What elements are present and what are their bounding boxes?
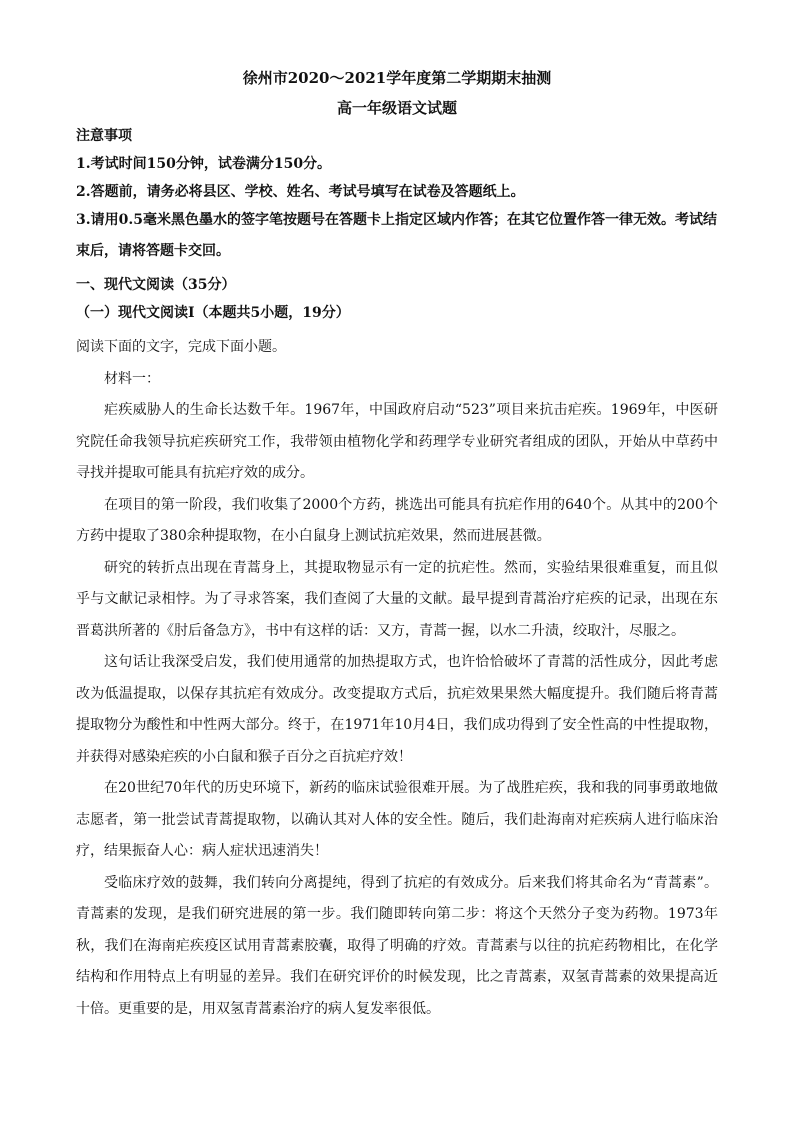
material-label: 材料一： (104, 370, 160, 387)
notes-heading: 注意事项 (76, 128, 132, 144)
exam-subtitle: 高一年级语文试题 (336, 99, 457, 117)
notes-block (76, 126, 718, 267)
passage-paragraph-2: 在项目的第一阶段，我们收集了2000个方药，挑选出可能具有抗疟作用的640个。从其中的200个方药中提取了380余种提取物，在小白鼠身上测试抗疟效果，然而进展甚微。 (76, 496, 718, 544)
passage-paragraph-3: 研究的转折点出现在青蒿身上，其提取物显示有一定的抗疟性。然而，实验结果很难重复，而且似乎与文献记录相悖。为了寻求答案，我们查阅了大量的文献。最早提到青蒿治疗疟疾的记录，出现在东晋葛洪所著的《肘后备急方》，书中有这样的话：又方，青蒿一握，以水二升渍，绞取汁，尽服之。 (76, 559, 718, 639)
note-item-1: 1.考试时间150分钟，试卷满分150分。 (76, 156, 332, 172)
note-item-2: 2.答题前，请务必将县区、学校、姓名、考试号填写在试卷及答题纸上。 (76, 184, 525, 200)
reading-instruction: 阅读下面的文字，完成下面小题。 (76, 339, 286, 355)
passage-paragraph-6: 受临床疗效的鼓舞，我们转向分离提纯，得到了抗疟的有效成分。后来我们将其命名为“青蒿素”。青蒿素的发现，是我们研究进展的第一步。我们随即转向第二步：将这个天然分子变为药物。1973年秋，我们在海南疟疾疫区试用青蒿素胶囊，取得了明确的疗效。青蒿素与以往的抗疟药物相比，在化学结构和作用特点上有明显的差异。我们在研究评价的时候发现，比之青蒿素，双氢青蒿素的效果提高近十倍。更重要的是，用双氢青蒿素治疗的病人复发率很低。 (76, 874, 718, 1017)
passage-paragraph-1: 疟疾威胁人的生命长达数千年。1967年，中国政府启动“523”项目来抗击疟疾。1969年，中医研究院任命我领导抗疟疾研究工作，我带领由植物化学和药理学专业研究者组成的团队，开始从中草药中寻找并提取可能具有抗疟疗效的成分。 (76, 402, 718, 481)
note-item-3: 3.请用0.5毫米黑色墨水的签字笔按题号在答题卡上指定区域内作答；在其它位置作答一律无效。考试结束后，请将答题卡交回。 (76, 212, 717, 259)
passage (76, 395, 718, 1025)
section-heading: 一、现代文阅读（35分） (76, 277, 236, 293)
passage-paragraph-4: 这句话让我深受启发，我们使用通常的加热提取方式，也许恰恰破坏了青蒿的活性成分，因此考虑改为低温提取，以保存其抗疟有效成分。改变提取方式后，抗疟效果果然大幅度提升。我们随后将青蒿提取物分为酸性和中性两大部分。终于，在1971年10月4日，我们成功得到了安全性高的中性提取物，并获得对感染疟疾的小白鼠和猴子百分之百抗疟疗效！ (76, 654, 718, 765)
sub-section-heading: （一）现代文阅读Ⅰ（本题共5小题，19分） (76, 305, 350, 321)
exam-title: 徐州市2020～2021学年度第二学期期末抽测 (242, 69, 552, 87)
passage-paragraph-5: 在20世纪70年代的历史环境下，新药的临床试验很难开展。为了战胜疟疾，我和我的同事勇敢地做志愿者，第一批尝试青蒿提取物，以确认其对人体的安全性。随后，我们赴海南对疟疾病人进行临床治疗，结果振奋人心：病人症状迅速消失！ (76, 780, 718, 859)
